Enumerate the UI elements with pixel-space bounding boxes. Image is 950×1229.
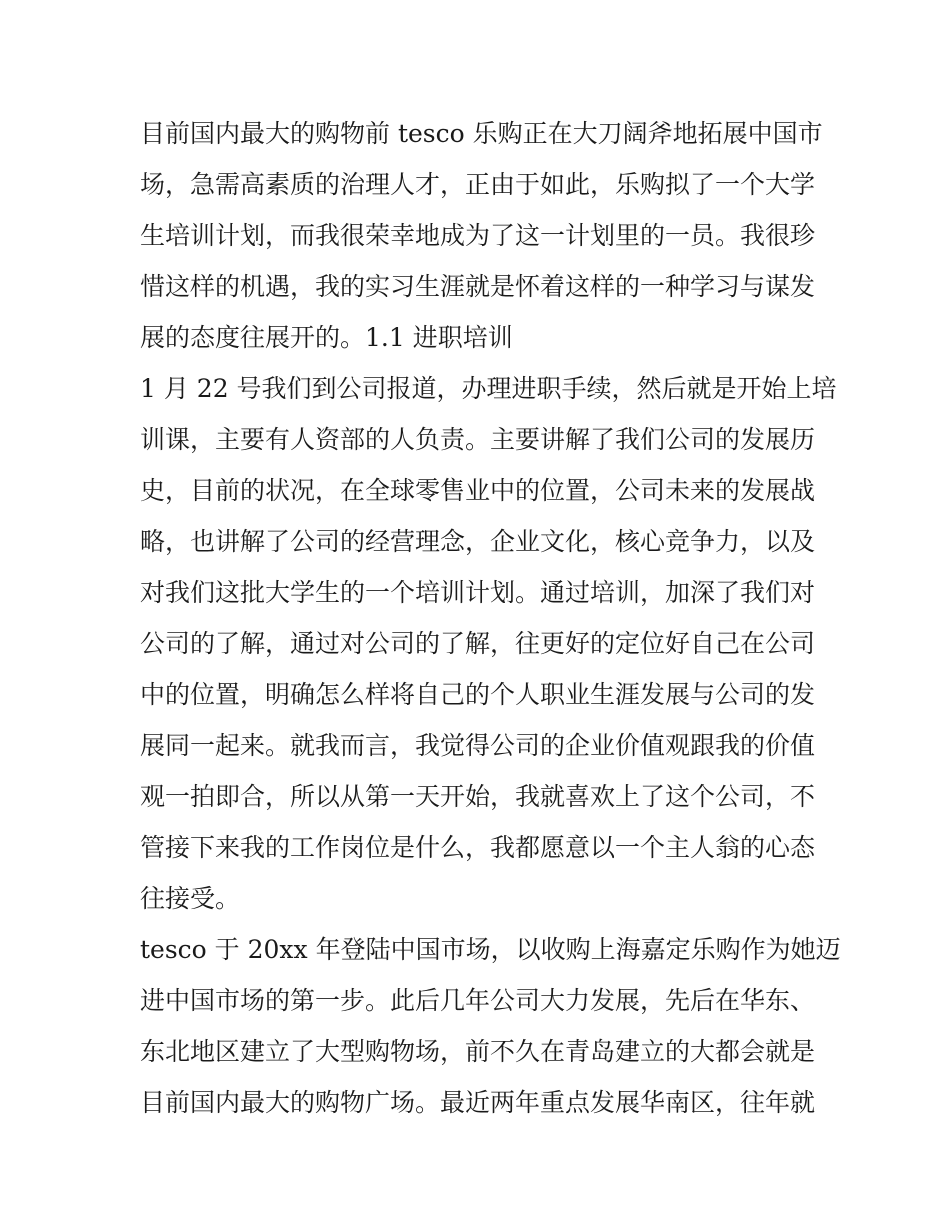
text-line: 中的位置，明确怎么样将自己的个人职业生涯发展与公司的发 — [140, 680, 816, 709]
text-line: 对我们这批大学生的一个培训计划。通过培训，加深了我们对 — [140, 578, 816, 607]
text-line: 公司的了解，通过对公司的了解，往更好的定位好自己在公司 — [140, 629, 816, 658]
paragraph-intro — [140, 108, 823, 363]
paragraph-tesco-china — [140, 924, 841, 1128]
text-line: 展的态度往展开的。1.1 进职培训 — [140, 323, 513, 352]
text-line: 1 月 22 号我们到公司报道，办理进职手续，然后就是开始上培 — [140, 374, 837, 403]
text-line: tesco 于 20xx 年登陆中国市场，以收购上海嘉定乐购作为她迈 — [140, 935, 841, 964]
paragraph-training — [140, 363, 837, 924]
text-line: 生培训计划，而我很荣幸地成为了这一计划里的一员。我很珍 — [140, 221, 816, 250]
document-body — [140, 108, 841, 1128]
text-line: 场，急需高素质的治理人才，正由于如此，乐购拟了一个大学 — [140, 170, 816, 199]
text-line: 观一拍即合，所以从第一天开始，我就喜欢上了这个公司，不 — [140, 782, 816, 811]
text-line: 史，目前的状况，在全球零售业中的位置，公司未来的发展战 — [140, 476, 816, 505]
text-line: 训课，主要有人资部的人负责。主要讲解了我们公司的发展历 — [140, 425, 816, 454]
text-line: 略，也讲解了公司的经营理念，企业文化，核心竞争力，以及 — [140, 527, 816, 556]
text-line: 惜这样的机遇，我的实习生涯就是怀着这样的一种学习与谋发 — [140, 272, 816, 301]
text-line: 往接受。 — [140, 884, 241, 913]
text-line: 管接下来我的工作岗位是什么，我都愿意以一个主人翁的心态 — [140, 833, 816, 862]
text-line: 目前国内最大的购物广场。最近两年重点发展华南区，往年就 — [140, 1088, 816, 1117]
text-line: 东北地区建立了大型购物场，前不久在青岛建立的大都会就是 — [140, 1037, 816, 1066]
text-line: 进中国市场的第一步。此后几年公司大力发展，先后在华东、 — [140, 986, 816, 1015]
text-line: 目前国内最大的购物前 tesco 乐购正在大刀阔斧地拓展中国市 — [140, 119, 823, 148]
text-line: 展同一起来。就我而言，我觉得公司的企业价值观跟我的价值 — [140, 731, 816, 760]
